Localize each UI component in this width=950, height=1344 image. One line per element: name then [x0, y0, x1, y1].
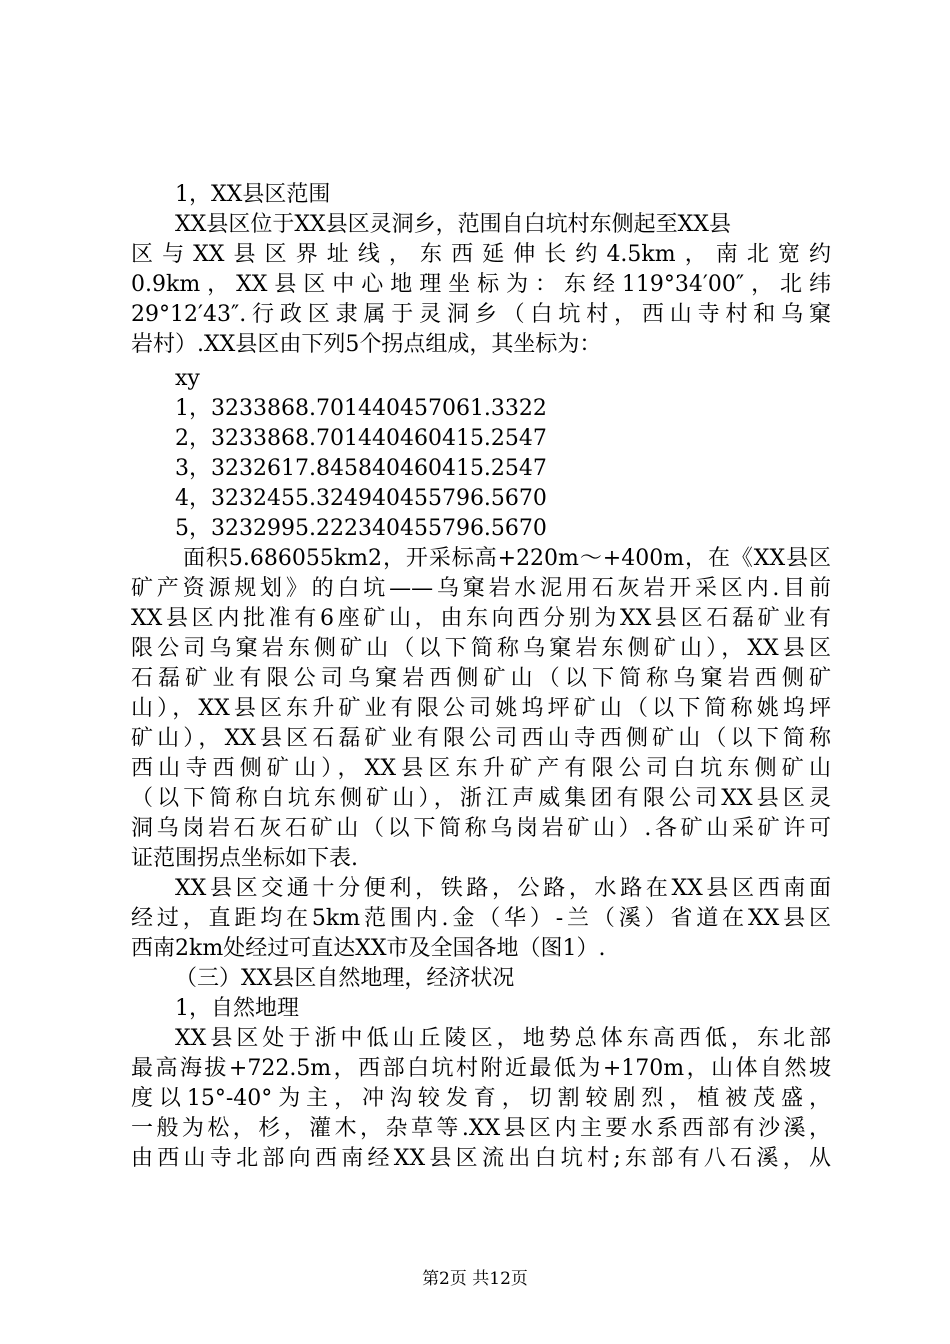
- text-line: XX县区交通十分便利，铁路，公路，水路在XX县区西南面: [175, 876, 831, 901]
- text-line: 山），XX县区东升矿业有限公司姚坞坪矿山（以下简称姚坞坪: [131, 696, 831, 721]
- text-line: 矿山），XX县区石磊矿业有限公司西山寺西侧矿山（以下简称: [131, 726, 831, 751]
- text-line: （以下简称白坑东侧矿山），浙江声威集团有限公司XX县区灵: [131, 786, 831, 811]
- page-number-footer: 第2页 共12页: [422, 1269, 528, 1289]
- text-line: 由西山寺北部向西南经XX县区流出白坑村;东部有八石溪，从: [131, 1146, 831, 1171]
- coordinate-row: 5，3232995.222340455796.5670: [175, 516, 547, 541]
- text-line: XX县区内批准有6座矿山，由东向西分别为XX县区石磊矿业有: [131, 606, 831, 631]
- text-line: 度以15°-40°为主，冲沟较发育，切割较剧烈，植被茂盛，: [131, 1086, 831, 1111]
- text-line: 0.9km，XX县区中心地理坐标为：东经119°34′00″，北纬: [131, 272, 831, 297]
- text-line: XX县区处于浙中低山丘陵区，地势总体东高西低，东北部: [175, 1026, 831, 1051]
- text-line: 岩村）.XX县区由下列5个拐点组成，其坐标为：: [131, 332, 602, 357]
- text-line: 一般为松，杉，灌木，杂草等.XX县区内主要水系西部有沙溪，: [131, 1116, 831, 1141]
- section-heading: 1，自然地理: [175, 996, 299, 1021]
- text-line: 限公司乌窠岩东侧矿山（以下简称乌窠岩东侧矿山），XX县区: [131, 636, 831, 661]
- coordinate-row: 3，3232617.845840460415.2547: [175, 456, 547, 481]
- section-heading: （三）XX县区自然地理，经济状况: [175, 966, 515, 991]
- text-line: 矿产资源规划》的白坑——乌窠岩水泥用石灰岩开采区内.目前: [131, 576, 831, 601]
- text-line: 29°12′43″.行政区隶属于灵洞乡（白坑村，西山寺村和乌窠: [131, 302, 831, 327]
- coordinate-header: xy: [175, 366, 200, 391]
- text-line: 西山寺西侧矿山），XX县区东升矿产有限公司白坑东侧矿山: [131, 756, 831, 781]
- text-line: 经过，直距均在5km范围内.金（华）-兰（溪）省道在XX县区: [131, 906, 831, 931]
- text-line: 证范围拐点坐标如下表.: [131, 846, 358, 871]
- text-line: 西南2km处经过可直达XX市及全国各地（图1）.: [131, 936, 606, 961]
- text-line: 洞乌岗岩石灰石矿山（以下简称乌岗岩矿山）.各矿山采矿许可: [131, 816, 831, 841]
- text-line: XX县区位于XX县区灵洞乡，范围自白坑村东侧起至XX县: [175, 212, 731, 237]
- text-line: 石磊矿业有限公司乌窠岩西侧矿山（以下简称乌窠岩西侧矿: [131, 666, 831, 691]
- section-heading: 1，XX县区范围: [175, 182, 331, 207]
- text-line: 最高海拔+722.5m，西部白坑村附近最低为+170m，山体自然坡: [131, 1056, 831, 1081]
- text-line: 区与XX县区界址线，东西延伸长约4.5km，南北宽约: [131, 242, 831, 267]
- coordinate-row: 4，3232455.324940455796.5670: [175, 486, 547, 511]
- coordinate-row: 2，3233868.701440460415.2547: [175, 426, 547, 451]
- coordinate-row: 1，3233868.701440457061.3322: [175, 396, 547, 421]
- text-line: 面积5.686055km2，开采标高+220m～+400m，在《XX县区: [183, 546, 831, 571]
